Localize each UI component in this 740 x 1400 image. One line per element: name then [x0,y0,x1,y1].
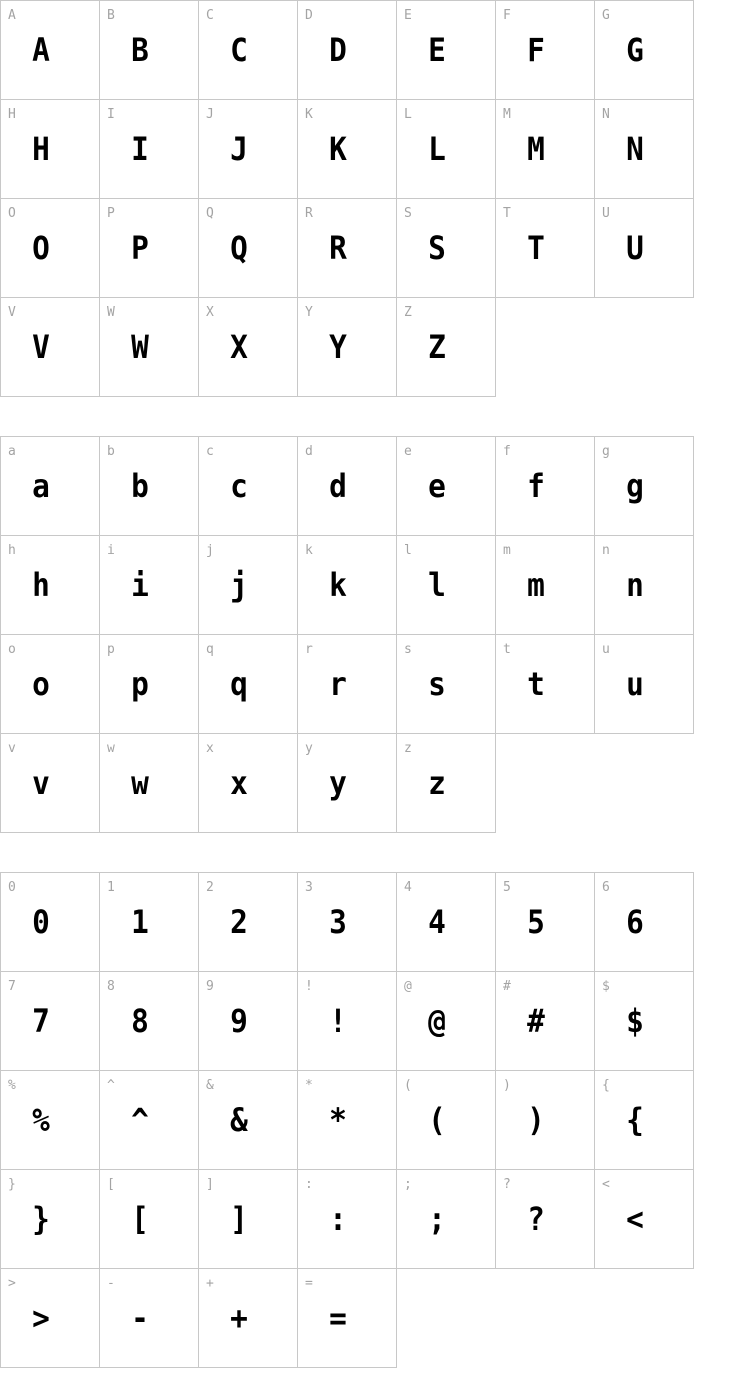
glyph-cell [595,1,694,100]
glyph-preview: s [428,665,446,703]
glyph-cell [595,972,694,1071]
glyph-preview: S [428,229,446,267]
glyph-cell [1,437,100,536]
glyph-cell [1,873,100,972]
glyph-cell [298,1170,397,1269]
glyph-cell [199,298,298,397]
glyph-label: [ [107,1177,115,1192]
glyph-label: a [8,444,16,459]
glyph-preview: l [428,566,446,604]
glyph-preview: 0 [32,903,50,941]
glyph-cell [100,100,199,199]
glyph-label: ] [206,1177,214,1192]
glyph-cell [397,100,496,199]
glyph-label: q [206,642,214,657]
glyph-cell [199,1071,298,1170]
glyph-preview: 1 [131,903,149,941]
glyph-label: M [503,107,511,122]
glyph-label: $ [602,979,610,994]
glyph-label: Y [305,305,313,320]
glyph-cell [1,536,100,635]
glyph-cell [298,199,397,298]
glyph-label: I [107,107,115,122]
glyph-cell [397,1,496,100]
glyph-label: f [503,444,511,459]
glyph-label: } [8,1177,16,1192]
glyph-label: c [206,444,214,459]
digits-symbols-grid [0,872,694,1368]
glyph-label: 8 [107,979,115,994]
glyph-label: y [305,741,313,756]
glyph-cell [1,1269,100,1368]
glyph-label: w [107,741,115,756]
glyph-label: 9 [206,979,214,994]
glyph-label: r [305,642,313,657]
glyph-label: ^ [107,1078,115,1093]
glyph-preview: Q [230,229,248,267]
glyph-preview: o [32,665,50,703]
glyph-label: { [602,1078,610,1093]
glyph-cell [496,972,595,1071]
glyph-cell [100,1269,199,1368]
glyph-cell [1,734,100,833]
glyph-preview: b [131,467,149,505]
glyph-preview: I [131,130,149,168]
glyph-preview: ( [428,1101,446,1139]
glyph-label: K [305,107,313,122]
glyph-preview: y [329,764,347,802]
glyph-label: 7 [8,979,16,994]
glyph-preview: } [32,1200,50,1238]
glyph-preview: K [329,130,347,168]
glyph-label: W [107,305,115,320]
glyph-preview: E [428,31,446,69]
glyph-cell [100,635,199,734]
glyph-preview: P [131,229,149,267]
glyph-label: Z [404,305,412,320]
glyph-cell [298,437,397,536]
glyph-cell [199,437,298,536]
glyph-cell [1,1071,100,1170]
glyph-cell [1,298,100,397]
glyph-label: n [602,543,610,558]
glyph-row [1,972,694,1071]
glyph-cell [397,437,496,536]
glyph-cell [199,972,298,1071]
glyph-label: N [602,107,610,122]
glyph-preview: 6 [626,903,644,941]
glyph-cell [496,1170,595,1269]
glyph-label: E [404,8,412,23]
glyph-cell [100,437,199,536]
glyph-preview: j [230,566,248,604]
glyph-cell [298,734,397,833]
glyph-cell [298,536,397,635]
glyph-cell [397,972,496,1071]
glyph-cell [100,1,199,100]
glyph-cell [199,1,298,100]
glyph-cell [496,536,595,635]
glyph-preview: p [131,665,149,703]
glyph-cell [496,100,595,199]
glyph-row [1,1170,694,1269]
glyph-label: 2 [206,880,214,895]
glyph-preview: : [329,1200,347,1238]
glyph-label: G [602,8,610,23]
glyph-preview: V [32,328,50,366]
glyph-label: : [305,1177,313,1192]
glyph-preview: F [527,31,545,69]
glyph-cell [595,199,694,298]
glyph-preview: Z [428,328,446,366]
glyph-preview: ) [527,1101,545,1139]
glyph-cell [100,199,199,298]
glyph-cell [100,734,199,833]
glyph-preview: B [131,31,149,69]
glyph-label: P [107,206,115,221]
glyph-cell [100,873,199,972]
glyph-label: S [404,206,412,221]
glyph-cell [100,1071,199,1170]
glyph-label: R [305,206,313,221]
glyph-label: % [8,1078,16,1093]
glyph-label: T [503,206,511,221]
glyph-row [1,873,694,972]
glyph-preview: [ [131,1200,149,1238]
glyph-cell [298,1269,397,1368]
glyph-preview: J [230,130,248,168]
glyph-preview: 4 [428,903,446,941]
glyph-preview: N [626,130,644,168]
glyph-label: o [8,642,16,657]
glyph-preview: W [131,328,149,366]
glyph-label: # [503,979,511,994]
glyph-cell [595,1071,694,1170]
glyph-preview: z [428,764,446,802]
glyph-cell [496,437,595,536]
glyph-cell [100,972,199,1071]
glyph-preview: x [230,764,248,802]
glyph-row [1,1269,694,1368]
glyph-label: k [305,543,313,558]
glyph-preview: d [329,467,347,505]
glyph-label: & [206,1078,214,1093]
glyph-preview: ; [428,1200,446,1238]
glyph-cell [199,873,298,972]
glyph-preview: T [527,229,545,267]
glyph-preview: a [32,467,50,505]
glyph-cell [595,536,694,635]
glyph-label: ) [503,1078,511,1093]
glyph-row [1,437,694,536]
glyph-preview: + [230,1299,248,1337]
glyph-label: 4 [404,880,412,895]
glyph-preview: O [32,229,50,267]
glyph-cell [496,635,595,734]
glyph-row [1,734,694,833]
glyph-cell [199,1170,298,1269]
glyph-preview: q [230,665,248,703]
glyph-cell [496,873,595,972]
glyph-preview: f [527,467,545,505]
glyph-label: + [206,1276,214,1291]
glyph-cell [397,1170,496,1269]
glyph-label: e [404,444,412,459]
glyph-cell [1,1,100,100]
glyph-preview: 9 [230,1002,248,1040]
glyph-cell [397,199,496,298]
glyph-label: L [404,107,412,122]
glyph-label: m [503,543,511,558]
glyph-preview: # [527,1002,545,1040]
glyph-cell [1,635,100,734]
glyph-label: 6 [602,880,610,895]
glyph-cell [496,1,595,100]
glyph-preview: R [329,229,347,267]
glyph-cell [199,1269,298,1368]
glyph-label: = [305,1276,313,1291]
glyph-label: ! [305,979,313,994]
glyph-preview: g [626,467,644,505]
glyph-preview: M [527,130,545,168]
glyph-cell [1,199,100,298]
glyph-preview: & [230,1101,248,1139]
glyph-label: x [206,741,214,756]
glyph-label: - [107,1276,115,1291]
glyph-label: > [8,1276,16,1291]
glyph-preview: > [32,1299,50,1337]
glyph-preview: n [626,566,644,604]
glyph-cell [496,1071,595,1170]
glyph-cell [298,298,397,397]
glyph-cell [496,199,595,298]
glyph-preview: i [131,566,149,604]
glyph-preview: L [428,130,446,168]
glyph-label: z [404,741,412,756]
glyph-cell [397,635,496,734]
glyph-preview: % [32,1101,50,1139]
glyph-cell [298,1,397,100]
glyph-label: v [8,741,16,756]
glyph-preview: 3 [329,903,347,941]
glyph-preview: m [527,566,545,604]
glyph-cell [199,199,298,298]
glyph-cell [397,873,496,972]
glyph-label: t [503,642,511,657]
glyph-preview: X [230,328,248,366]
glyph-row [1,100,694,199]
glyph-label: H [8,107,16,122]
glyph-preview: ! [329,1002,347,1040]
glyph-cell [199,734,298,833]
glyph-cell [595,873,694,972]
glyph-preview: u [626,665,644,703]
glyph-preview: 5 [527,903,545,941]
glyph-preview: = [329,1299,347,1337]
glyph-label: u [602,642,610,657]
glyph-preview: ? [527,1200,545,1238]
glyph-cell [298,873,397,972]
glyph-preview: 7 [32,1002,50,1040]
glyph-cell [397,734,496,833]
glyph-row [1,1071,694,1170]
glyph-row [1,536,694,635]
glyph-cell [397,536,496,635]
glyph-row [1,1,694,100]
glyph-preview: C [230,31,248,69]
glyph-cell [199,635,298,734]
glyph-cell [595,1170,694,1269]
glyph-label: ; [404,1177,412,1192]
glyph-cell [100,536,199,635]
glyph-cell [397,1071,496,1170]
glyph-preview: 8 [131,1002,149,1040]
glyph-label: 5 [503,880,511,895]
glyph-preview: w [131,764,149,802]
glyph-label: 3 [305,880,313,895]
glyph-preview: G [626,31,644,69]
glyph-label: V [8,305,16,320]
glyph-cell [595,635,694,734]
glyph-preview: U [626,229,644,267]
glyph-cell [199,536,298,635]
glyph-preview: < [626,1200,644,1238]
glyph-cell [199,100,298,199]
uppercase-grid [0,0,694,397]
glyph-label: Q [206,206,214,221]
glyph-label: X [206,305,214,320]
glyph-label: h [8,543,16,558]
glyph-cell [595,437,694,536]
glyph-label: d [305,444,313,459]
glyph-cell [1,972,100,1071]
lowercase-grid [0,436,694,833]
glyph-label: * [305,1078,313,1093]
glyph-preview: t [527,665,545,703]
glyph-label: A [8,8,16,23]
glyph-label: l [404,543,412,558]
glyph-preview: c [230,467,248,505]
glyph-label: B [107,8,115,23]
glyph-label: C [206,8,214,23]
glyph-cell [397,298,496,397]
glyph-label: ( [404,1078,412,1093]
glyph-preview: r [329,665,347,703]
glyph-preview: H [32,130,50,168]
glyph-label: J [206,107,214,122]
glyph-row [1,298,694,397]
glyph-label: F [503,8,511,23]
glyph-preview: A [32,31,50,69]
glyph-cell [298,1071,397,1170]
glyph-label: i [107,543,115,558]
glyph-preview: $ [626,1002,644,1040]
glyph-preview: Y [329,328,347,366]
glyph-cell [100,298,199,397]
glyph-preview: v [32,764,50,802]
glyph-label: 1 [107,880,115,895]
glyph-cell [1,1170,100,1269]
glyph-preview: h [32,566,50,604]
glyph-label: O [8,206,16,221]
glyph-preview: k [329,566,347,604]
glyph-label: 0 [8,880,16,895]
glyph-preview: ^ [131,1101,149,1139]
glyph-preview: - [131,1299,149,1337]
glyph-cell [595,100,694,199]
glyph-label: b [107,444,115,459]
glyph-label: U [602,206,610,221]
glyph-preview: D [329,31,347,69]
glyph-preview: e [428,467,446,505]
glyph-label: D [305,8,313,23]
glyph-label: @ [404,979,412,994]
glyph-preview: ] [230,1200,248,1238]
glyph-cell [100,1170,199,1269]
glyph-cell [1,100,100,199]
glyph-label: ? [503,1177,511,1192]
glyph-preview: 2 [230,903,248,941]
glyph-cell [298,100,397,199]
glyph-preview: { [626,1101,644,1139]
glyph-cell [298,635,397,734]
glyph-preview: * [329,1101,347,1139]
glyph-label: p [107,642,115,657]
glyph-cell [298,972,397,1071]
glyph-label: j [206,543,214,558]
glyph-row [1,199,694,298]
glyph-label: < [602,1177,610,1192]
glyph-label: s [404,642,412,657]
glyph-row [1,635,694,734]
glyph-label: g [602,444,610,459]
glyph-preview: @ [428,1002,446,1040]
